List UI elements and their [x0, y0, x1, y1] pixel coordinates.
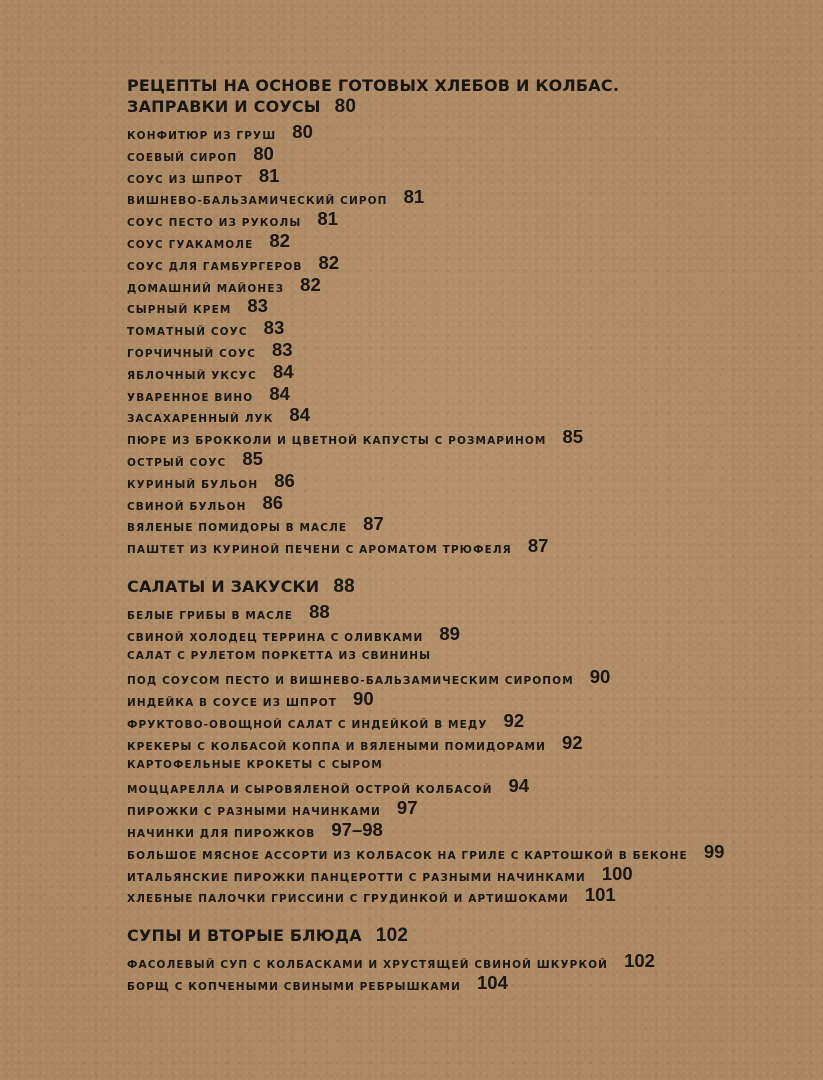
toc-entry-page-number: 97–98 — [331, 818, 383, 840]
toc-entry — [127, 707, 777, 729]
toc-entry-title: УВАРЕННОЕ ВИНО — [127, 391, 254, 404]
toc-entry — [127, 510, 777, 535]
toc-entry-title: ИНДЕЙКА В СОУСЕ ИЗ ШПРОТ — [127, 697, 338, 710]
toc-entry-title: ПОД СОУСОМ ПЕСТО И ВИШНЕВО-БАЛЬЗАМИЧЕСКИМ СИРОПОМ — [127, 675, 574, 688]
toc-entry — [127, 118, 777, 140]
toc-entry-page-number: 89 — [439, 622, 460, 644]
toc-entry-title: ПАШТЕТ ИЗ КУРИНОЙ ПЕЧЕНИ С АРОМАТОМ ТРЮФЕЛЯ — [127, 544, 512, 557]
toc-entry-title: СОЕВЫЙ СИРОП — [127, 151, 238, 164]
toc-entry-title: ФРУКТОВО-ОВОЩНОЙ САЛАТ С ИНДЕЙКОЙ В МЕДУ — [127, 718, 488, 731]
toc-entry-title: ФАСОЛЕВЫЙ СУП С КОЛБАСКАМИ И ХРУСТЯЩЕЙ СВИНОЙ ШКУРКОЙ — [127, 959, 609, 972]
toc-entry — [127, 751, 777, 773]
toc-entry-title: КУРИНЫЙ БУЛЬОН — [127, 478, 259, 491]
section-heading-text: СУПЫ И ВТОРЫЕ БЛЮДА — [127, 926, 362, 946]
toc-entry-title: КАРТОФЕЛЬНЫЕ КРОКЕТЫ С СЫРОМ — [127, 758, 383, 771]
toc-entry — [127, 642, 777, 664]
toc-entry-page-number: 101 — [584, 884, 616, 906]
toc-entry — [127, 489, 777, 511]
toc-entry-page-number: 84 — [289, 404, 310, 426]
toc-entry — [127, 467, 777, 489]
section-page-number: 88 — [333, 575, 355, 597]
toc-entry — [127, 140, 777, 162]
toc-entry — [127, 401, 777, 426]
toc-entry-page-number: 99 — [703, 840, 725, 862]
toc-entry — [127, 620, 777, 642]
toc-entry — [127, 663, 777, 688]
toc-entry-title: ВЯЛЕНЫЕ ПОМИДОРЫ В МАСЛЕ — [127, 522, 348, 535]
toc-entry-page-number: 81 — [258, 164, 280, 186]
section-heading-line1: РЕЦЕПТЫ НА ОСНОВЕ ГОТОВЫХ ХЛЕБОВ И КОЛБАС. — [127, 76, 620, 95]
toc-entry-title: БОЛЬШОЕ МЯСНОЕ АССОРТИ ИЗ КОЛБАСОК НА ГРИЛЕ С КАРТОШКОЙ В БЕКОНЕ — [127, 849, 688, 862]
toc-entry — [127, 772, 777, 797]
toc-entry-title: МОЦЦАРЕЛЛА И СЫРОВЯЛЕНОЙ ОСТРОЙ КОЛБАСОЙ — [127, 784, 493, 797]
toc-entry — [127, 838, 777, 860]
toc-entry-page-number: 97 — [396, 797, 418, 819]
toc-entry-title: КРЕКЕРЫ С КОЛБАСОЙ КОППА И ВЯЛЕНЫМИ ПОМИДОРАМИ — [127, 740, 546, 753]
toc-entry — [127, 162, 777, 184]
toc-entry-page-number: 87 — [527, 535, 549, 557]
toc-entry — [127, 249, 777, 271]
toc-entry — [127, 881, 777, 906]
toc-entry-page-number: 88 — [309, 600, 330, 622]
section-heading-text: ЗАПРАВКИ И СОУСЫ — [127, 97, 321, 116]
section-page-number: 80 — [334, 96, 357, 117]
toc-entry-page-number: 84 — [272, 360, 294, 382]
toc-entry-title: БОРЩ С КОПЧЕНЫМИ СВИНЫМИ РЕБРЫШКАМИ — [127, 980, 461, 993]
section-heading — [127, 925, 777, 947]
toc-entry-title: СВИНОЙ БУЛЬОН — [127, 500, 247, 513]
section-page-number: 102 — [375, 925, 409, 947]
toc-entry-page-number: 83 — [272, 338, 293, 360]
toc-entry — [127, 685, 777, 710]
toc-entry-page-number: 84 — [269, 382, 290, 404]
toc-entry — [127, 445, 777, 467]
toc-entry-title: КОНФИТЮР ИЗ ГРУШ — [127, 130, 277, 142]
toc-entry — [127, 336, 777, 358]
toc-entry-title: СОУС ИЗ ШПРОТ — [127, 173, 243, 186]
toc-entry-page-number: 83 — [263, 317, 285, 339]
section-items — [127, 598, 777, 906]
toc-entry — [127, 598, 777, 620]
toc-entry — [127, 969, 777, 991]
toc-entry-title: ЯБЛОЧНЫЙ УКСУС — [127, 369, 257, 382]
toc-entry-title: ХЛЕБНЫЕ ПАЛОЧКИ ГРИССИНИ С ГРУДИНКОЙ И АРТИШОКАМИ — [127, 893, 569, 906]
toc-entry — [127, 314, 777, 339]
toc-entry — [127, 380, 777, 402]
toc-entry — [127, 532, 777, 557]
toc-entry-page-number: 94 — [508, 775, 530, 797]
table-of-contents — [127, 76, 777, 991]
toc-entry-page-number: 81 — [403, 186, 425, 208]
toc-entry-title: СОУС ДЛЯ ГАМБУРГЕРОВ — [127, 260, 303, 273]
toc-entry — [127, 183, 777, 208]
toc-entry-page-number: 85 — [242, 447, 263, 469]
section-items — [127, 118, 777, 557]
toc-entry — [127, 816, 777, 838]
toc-entry-page-number: 85 — [562, 426, 584, 448]
toc-entry-page-number: 82 — [269, 229, 290, 251]
toc-entry — [127, 794, 777, 819]
toc-entry-page-number: 82 — [300, 273, 321, 295]
toc-entry — [127, 423, 777, 448]
toc-entry-page-number: 104 — [477, 971, 508, 993]
toc-entry-page-number: 82 — [318, 251, 340, 273]
toc-entry — [127, 729, 777, 751]
toc-entry-title: ТОМАТНЫЙ СОУС — [127, 326, 248, 339]
toc-entry-title: ГОРЧИЧНЫЙ СОУС — [127, 347, 257, 360]
section-heading — [127, 576, 777, 598]
toc-entry-page-number: 83 — [247, 295, 268, 317]
toc-entry — [127, 358, 777, 380]
toc-entry-page-number: 81 — [317, 208, 338, 230]
toc-entry-page-number: 80 — [292, 121, 313, 142]
toc-entry-title: НАЧИНКИ ДЛЯ ПИРОЖКОВ — [127, 827, 316, 840]
toc-entry-title: СОУС ГУАКАМОЛЕ — [127, 238, 254, 251]
toc-entry-page-number: 87 — [363, 513, 384, 535]
toc-entry-title: ВИШНЕВО-БАЛЬЗАМИЧЕСКИЙ СИРОП — [127, 195, 388, 208]
toc-entry-page-number: 86 — [262, 491, 284, 513]
toc-entry-page-number: 86 — [274, 469, 295, 491]
section-items — [127, 947, 777, 991]
toc-entry-page-number: 102 — [624, 950, 655, 972]
toc-entry — [127, 227, 777, 249]
toc-entry-page-number: 90 — [589, 666, 611, 688]
toc-entry — [127, 860, 777, 882]
toc-entry-title: САЛАТ С РУЛЕТОМ ПОРКЕТТА ИЗ СВИНИНЫ — [127, 649, 432, 662]
toc-entry-page-number: 100 — [601, 862, 633, 884]
toc-entry-title: ЗАСАХАРЕННЫЙ ЛУК — [127, 413, 274, 426]
toc-entry-title: БЕЛЫЕ ГРИБЫ В МАСЛЕ — [127, 609, 294, 622]
section-salads — [127, 575, 777, 906]
toc-entry-title: ОСТРЫЙ СОУС — [127, 456, 227, 469]
section-sauces — [127, 76, 777, 557]
toc-entry — [127, 205, 777, 230]
toc-entry — [127, 292, 777, 317]
toc-entry-title: СЫРНЫЙ КРЕМ — [127, 304, 232, 317]
toc-entry-title: СВИНОЙ ХОЛОДЕЦ ТЕРРИНА С ОЛИВКАМИ — [127, 631, 424, 644]
toc-entry-page-number: 92 — [561, 731, 583, 753]
toc-entry-title: ПИРОЖКИ С РАЗНЫМИ НАЧИНКАМИ — [127, 806, 381, 819]
toc-entry-page-number: 90 — [353, 688, 374, 710]
toc-entry — [127, 947, 777, 972]
section-heading-line2 — [127, 96, 777, 118]
toc-entry-title: ДОМАШНИЙ МАЙОНЕЗ — [127, 282, 285, 295]
section-heading-text: САЛАТЫ И ЗАКУСКИ — [127, 576, 320, 596]
toc-entry-title: ПЮРЕ ИЗ БРОККОЛИ И ЦВЕТНОЙ КАПУСТЫ С РОЗМАРИНОМ — [127, 435, 547, 448]
toc-entry-page-number: 92 — [503, 709, 525, 731]
section-soups — [127, 925, 777, 991]
toc-entry-title: СОУС ПЕСТО ИЗ РУКОЛЫ — [127, 217, 302, 230]
toc-entry — [127, 271, 777, 293]
toc-entry-title: ИТАЛЬЯНСКИЕ ПИРОЖКИ ПАНЦЕРОТТИ С РАЗНЫМИ НАЧИНКАМИ — [127, 871, 586, 884]
toc-entry-page-number: 80 — [253, 142, 274, 164]
